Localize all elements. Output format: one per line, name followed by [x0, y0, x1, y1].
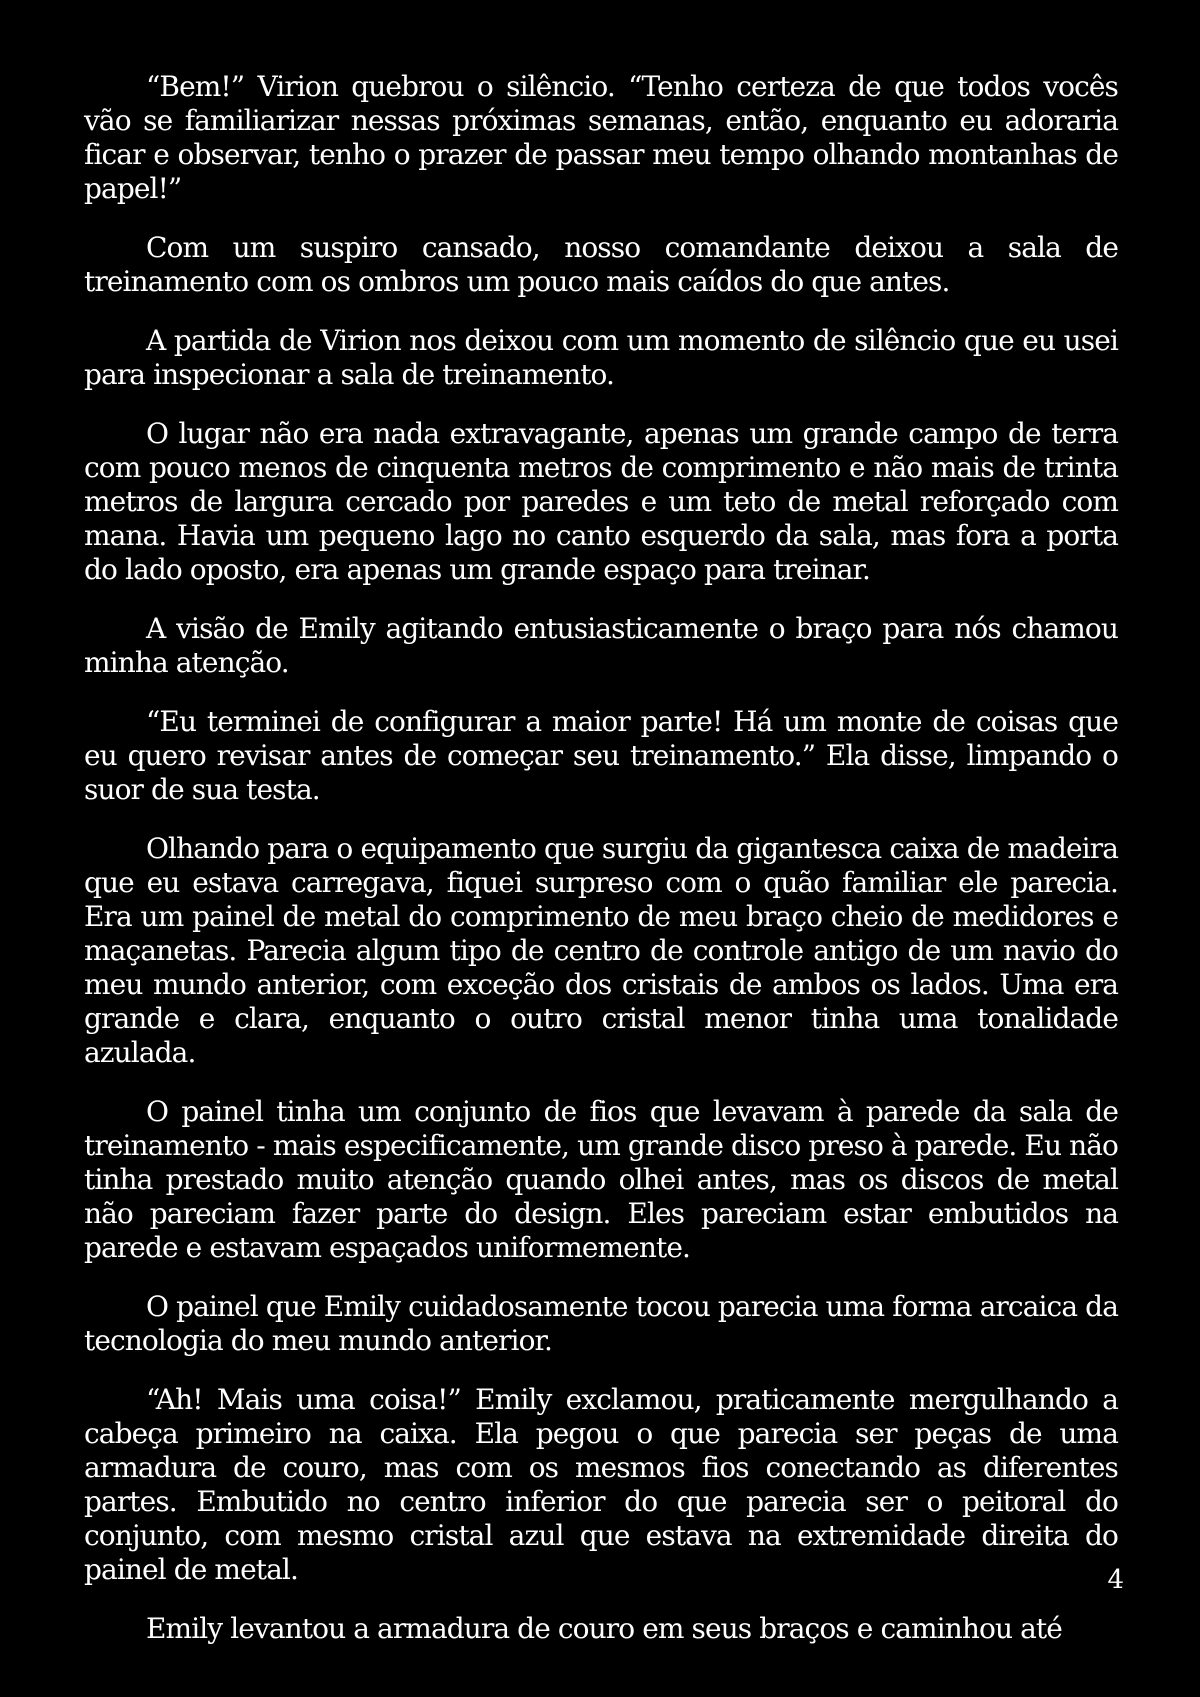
paragraph-1: “Bem!” Virion quebrou o silêncio. “Tenho certeza de que todos vocês vão se familiarizar nessas próximas semanas, então, enquanto eu adoraria ficar e observar, tenho o prazer de passar meu tempo olhando montanhas de papel!”: [84, 70, 1118, 205]
page-number: 4: [1107, 1565, 1124, 1595]
paragraph-5: A visão de Emily agitando entusiasticamente o braço para nós chamou minha atenção.: [84, 612, 1118, 679]
paragraph-3: A partida de Virion nos deixou com um momento de silêncio que eu usei para inspecionar a sala de treinamento.: [84, 324, 1118, 391]
paragraph-9: O painel que Emily cuidadosamente tocou parecia uma forma arcaica da tecnologia do meu mundo anterior.: [84, 1290, 1118, 1357]
body-text: [84, 70, 1118, 1671]
paragraph-4: O lugar não era nada extravagante, apenas um grande campo de terra com pouco menos de cinquenta metros de comprimento e não mais de trinta metros de largura cercado por paredes e um teto de metal reforçado com mana. Havia um pequeno lago no canto esquerdo da sala, mas fora a porta do lado oposto, era apenas um grande espaço para treinar.: [84, 417, 1118, 586]
paragraph-2: Com um suspiro cansado, nosso comandante deixou a sala de treinamento com os ombros um pouco mais caídos do que antes.: [84, 231, 1118, 298]
paragraph-11: Emily levantou a armadura de couro em seus braços e caminhou até: [146, 1612, 1062, 1645]
paragraph-7: Olhando para o equipamento que surgiu da gigantesca caixa de madeira que eu estava carregava, fiquei surpreso com o quão familiar ele parecia. Era um painel de metal do comprimento de meu braço cheio de medidores e maçanetas. Parecia algum tipo de centro de controle antigo de um navio do meu mundo anterior, com exceção dos cristais de ambos os lados. Uma era grande e clara, enquanto o outro cristal menor tinha uma tonalidade azulada.: [84, 832, 1118, 1069]
paragraph-8: O painel tinha um conjunto de fios que levavam à parede da sala de treinamento - mais especificamente, um grande disco preso à parede. Eu não tinha prestado muito atenção quando olhei antes, mas os discos de metal não pareciam fazer parte do design. Eles pareciam estar embutidos na parede e estavam espaçados uniformemente.: [84, 1095, 1118, 1264]
paragraph-6: “Eu terminei de configurar a maior parte! Há um monte de coisas que eu quero revisar antes de começar seu treinamento.” Ela disse, limpando o suor de sua testa.: [84, 705, 1118, 806]
paragraph-10: “Ah! Mais uma coisa!” Emily exclamou, praticamente mergulhando a cabeça primeiro na caixa. Ela pegou o que parecia ser peças de uma armadura de couro, mas com os mesmos fios conectando as diferentes partes. Embutido no centro inferior do que parecia ser o peitoral do conjunto, com mesmo cristal azul que estava na extremidade direita do painel de metal.: [84, 1383, 1118, 1586]
